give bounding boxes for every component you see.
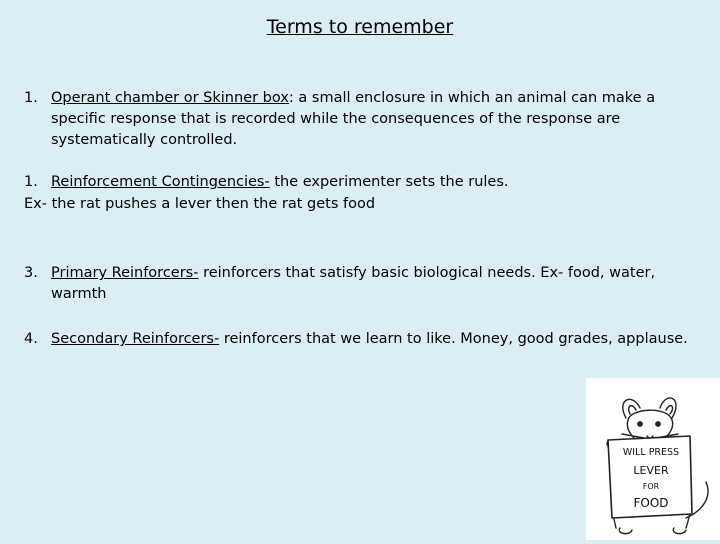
item-body [51, 88, 704, 151]
item-body [51, 263, 704, 305]
sign-line-1: WILL PRESS [622, 447, 680, 458]
page-title: Terms to remember [266, 16, 454, 38]
item-body [51, 329, 704, 350]
term-item-secondary-reinforcers [24, 329, 704, 350]
item-number: 4. [24, 331, 38, 347]
term-name: Reinforcement Contingencies- [51, 174, 270, 190]
term-definition: reinforcers that satisfy basic biological needs. Ex- food, water, warmth [51, 265, 656, 302]
term-definition: reinforcers that we learn to like. Money, good grades, applause. [219, 331, 688, 347]
term-name: Operant chamber or Skinner box [51, 90, 289, 106]
sign-line-4: FOOD [633, 496, 669, 510]
rat-sign [612, 444, 690, 512]
term-separator: : [288, 90, 294, 106]
item-body [51, 172, 704, 193]
example-line: Ex- the rat pushes a lever then the rat gets food [24, 196, 376, 212]
term-definition: the experimenter sets the rules. [269, 174, 509, 190]
term-name: Secondary Reinforcers- [51, 331, 220, 347]
sign-line-2: LEVER [633, 464, 669, 477]
item-number: 3. [24, 265, 38, 281]
sign-line-3: FOR [642, 482, 660, 491]
term-name: Primary Reinforcers- [51, 265, 199, 281]
item-number: 1. [24, 174, 38, 190]
term-item-operant-chamber [24, 88, 704, 151]
term-item-reinforcement-contingencies [24, 172, 704, 193]
term-item-primary-reinforcers [24, 263, 704, 305]
rat-illustration [586, 378, 720, 540]
term-definition: a small enclosure in which an animal can make a specific response that is recorded while the consequences of the response are systematically controlled. [51, 90, 656, 148]
item-number: 1. [24, 90, 38, 106]
